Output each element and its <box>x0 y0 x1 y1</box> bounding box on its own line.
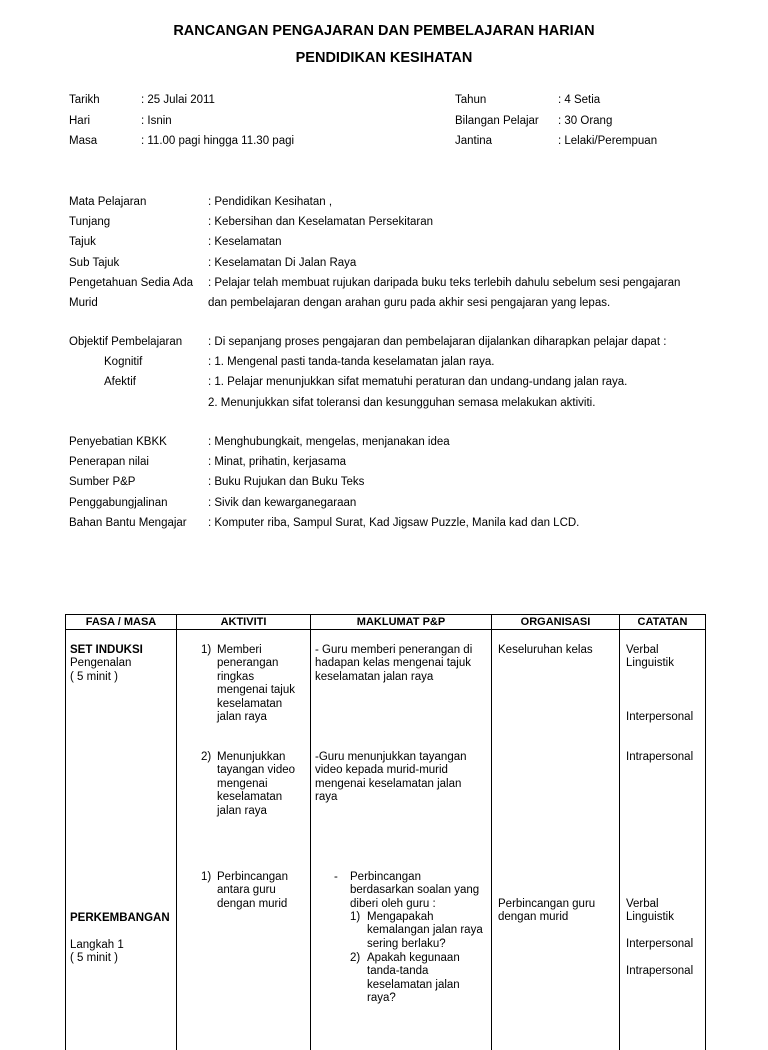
maklumat-cell <box>311 630 492 1050</box>
detail-row <box>69 273 749 293</box>
detail-row <box>69 212 749 232</box>
question-line: kemalangan jalan raya <box>367 924 483 937</box>
detail-label: Murid <box>69 293 98 313</box>
detail-row <box>69 253 749 273</box>
info-line: raya <box>315 791 467 804</box>
info-value: : Isnin <box>141 115 172 127</box>
info-value: : Lelaki/Perempuan <box>558 135 657 147</box>
detail-value: : Menghubungkait, mengelas, menjanakan idea <box>208 432 450 452</box>
organisasi-cell <box>492 630 620 1050</box>
detail-row <box>69 332 749 352</box>
lesson-plan-table <box>65 614 706 1050</box>
info-line: hadapan kelas mengenai tajuk <box>315 657 472 670</box>
notes-item: Intrapersonal <box>626 751 693 764</box>
catatan-cell <box>620 630 706 1050</box>
detail-value: : Pelajar telah membuat rujukan daripada buku teks terlebih dahulu sebelum sesi pengajaran <box>208 273 680 293</box>
detail-row <box>69 293 749 313</box>
objective-block <box>69 332 749 413</box>
detail-label: Tajuk <box>69 232 96 252</box>
activity-num: 1) <box>201 644 211 657</box>
activity-num: 2) <box>201 751 211 764</box>
activity-item <box>217 644 295 724</box>
detail-label: Penggabungjalinan <box>69 493 167 513</box>
table-row <box>66 630 706 1050</box>
info-label: Tahun <box>455 94 486 106</box>
question-line: tanda-tanda <box>367 965 460 978</box>
detail-label: Kognitif <box>104 352 142 372</box>
detail-value: : Di sepanjang proses pengajaran dan pembelajaran dijalankan diharapkan pelajar dapat : <box>208 332 666 352</box>
detail-value: : Buku Rujukan dan Buku Teks <box>208 472 364 492</box>
question-line: Mengapakah <box>367 911 483 924</box>
activity-line: antara guru <box>217 884 288 897</box>
info-item <box>315 644 472 684</box>
header-aktiviti: AKTIVITI <box>177 615 311 630</box>
activity-item <box>217 751 295 818</box>
activity-line: mengenai tajuk <box>217 684 295 697</box>
info-item <box>350 871 479 911</box>
activity-line: Perbincangan <box>217 871 288 884</box>
organisation-line: Perbincangan guru <box>498 898 595 911</box>
detail-label: Bahan Bantu Mengajar <box>69 513 187 533</box>
detail-row <box>69 372 749 392</box>
info-block <box>69 94 768 156</box>
info-value: : 30 Orang <box>558 115 612 127</box>
fasa-cell <box>66 630 177 1050</box>
info-value: : 11.00 pagi hingga 11.30 pagi <box>141 135 294 147</box>
table-header-row <box>66 615 706 630</box>
info-label: Masa <box>69 135 97 147</box>
detail-block <box>69 192 749 313</box>
detail-row <box>69 352 749 372</box>
notes-item: Interpersonal <box>626 938 693 951</box>
detail-value: : Keselamatan Di Jalan Raya <box>208 253 356 273</box>
notes-item: Intrapersonal <box>626 965 693 978</box>
question-line: sering berlaku? <box>367 938 483 951</box>
dash-bullet: - <box>334 871 338 884</box>
activity-line: mengenai <box>217 778 295 791</box>
detail-row <box>69 192 749 212</box>
question-num: 2) <box>350 952 360 965</box>
info-row <box>69 135 768 156</box>
aktiviti-cell <box>177 630 311 1050</box>
info-value: : 25 Julai 2011 <box>141 94 215 106</box>
header-catatan: CATATAN <box>620 615 706 630</box>
detail-row <box>69 232 749 252</box>
question-num: 1) <box>350 911 360 924</box>
notes-item: Interpersonal <box>626 711 693 724</box>
detail-label: Penerapan nilai <box>69 452 149 472</box>
info-line: berdasarkan soalan yang <box>350 884 479 897</box>
activity-line: keselamatan <box>217 791 295 804</box>
detail-label: Pengetahuan Sedia Ada <box>69 273 193 293</box>
detail-value: : 1. Mengenal pasti tanda-tanda keselamatan jalan raya. <box>208 352 494 372</box>
header-organisasi: ORGANISASI <box>492 615 620 630</box>
detail-label: Penyebatian KBKK <box>69 432 167 452</box>
info-line: - Guru memberi penerangan di <box>315 644 472 657</box>
question-line: raya? <box>367 992 460 1005</box>
activity-line: penerangan <box>217 657 295 670</box>
detail-value: : Komputer riba, Sampul Surat, Kad Jigsaw Puzzle, Manila kad dan LCD. <box>208 513 579 533</box>
info-value: : 4 Setia <box>558 94 600 106</box>
detail-row <box>69 432 749 452</box>
header-fasa: FASA / MASA <box>66 615 177 630</box>
info-line: video kepada murid-murid <box>315 764 467 777</box>
notes-line: Linguistik <box>626 911 674 924</box>
info-line: keselamatan jalan raya <box>315 671 472 684</box>
notes-item <box>626 898 674 925</box>
info-item <box>315 751 467 805</box>
activity-line: tayangan video <box>217 764 295 777</box>
question-item <box>367 911 483 951</box>
notes-line: Linguistik <box>626 657 674 670</box>
phase-sub: Langkah 1 <box>70 939 170 952</box>
phase-perkembangan: PERKEMBANGAN <box>70 912 170 925</box>
page-subtitle: PENDIDIKAN KESIHATAN <box>0 50 768 66</box>
phase-time: ( 5 minit ) <box>70 671 143 684</box>
activity-line: ringkas <box>217 671 295 684</box>
phase-time: ( 5 minit ) <box>70 952 170 965</box>
detail-value: dan pembelajaran dengan arahan guru pada akhir sesi pengajaran yang lepas. <box>208 293 610 313</box>
organisation-line: dengan murid <box>498 911 595 924</box>
notes-item <box>626 644 674 671</box>
activity-line: jalan raya <box>217 711 295 724</box>
detail-label: Sumber P&P <box>69 472 135 492</box>
info-line: -Guru menunjukkan tayangan <box>315 751 467 764</box>
activity-item <box>217 871 288 911</box>
page-title: RANCANGAN PENGAJARAN DAN PEMBELAJARAN HARIAN <box>0 23 768 39</box>
detail-row <box>69 513 749 533</box>
detail-row <box>69 393 749 413</box>
info-row <box>69 94 768 115</box>
question-line: keselamatan jalan <box>367 979 460 992</box>
organisation-text: Keseluruhan kelas <box>498 644 593 657</box>
detail-value: : Minat, prihatin, kerjasama <box>208 452 346 472</box>
info-label: Tarikh <box>69 94 100 106</box>
phase-set-induksi: SET INDUKSI <box>70 644 143 657</box>
detail-row <box>69 452 749 472</box>
detail-label: Mata Pelajaran <box>69 192 146 212</box>
extra-block <box>69 432 749 533</box>
activity-line: keselamatan <box>217 698 295 711</box>
activity-line: Memberi <box>217 644 295 657</box>
question-item <box>367 952 460 1006</box>
activity-line: Menunjukkan <box>217 751 295 764</box>
info-line: diberi oleh guru : <box>350 898 479 911</box>
detail-value: : Pendidikan Kesihatan , <box>208 192 332 212</box>
notes-line: Verbal <box>626 644 674 657</box>
header-maklumat: MAKLUMAT P&P <box>311 615 492 630</box>
detail-row <box>69 493 749 513</box>
detail-value: 2. Menunjukkan sifat toleransi dan kesungguhan semasa melakukan aktiviti. <box>208 393 595 413</box>
detail-value: : Sivik dan kewarganegaraan <box>208 493 356 513</box>
info-label: Bilangan Pelajar <box>455 115 539 127</box>
info-line: mengenai keselamatan jalan <box>315 778 467 791</box>
detail-value: : Keselamatan <box>208 232 282 252</box>
info-label: Jantina <box>455 135 492 147</box>
info-row <box>69 115 768 136</box>
detail-row <box>69 472 749 492</box>
activity-num: 1) <box>201 871 211 884</box>
question-line: Apakah kegunaan <box>367 952 460 965</box>
detail-label: Afektif <box>104 372 136 392</box>
detail-label: Sub Tajuk <box>69 253 119 273</box>
detail-value: : 1. Pelajar menunjukkan sifat mematuhi peraturan dan undang-undang jalan raya. <box>208 372 627 392</box>
info-line: Perbincangan <box>350 871 479 884</box>
detail-label: Objektif Pembelajaran <box>69 332 182 352</box>
notes-line: Verbal <box>626 898 674 911</box>
info-label: Hari <box>69 115 90 127</box>
detail-value: : Kebersihan dan Keselamatan Persekitaran <box>208 212 433 232</box>
organisation-text <box>498 898 595 925</box>
phase-sub: Pengenalan <box>70 657 143 670</box>
activity-line: dengan murid <box>217 898 288 911</box>
activity-line: jalan raya <box>217 805 295 818</box>
detail-label: Tunjang <box>69 212 110 232</box>
